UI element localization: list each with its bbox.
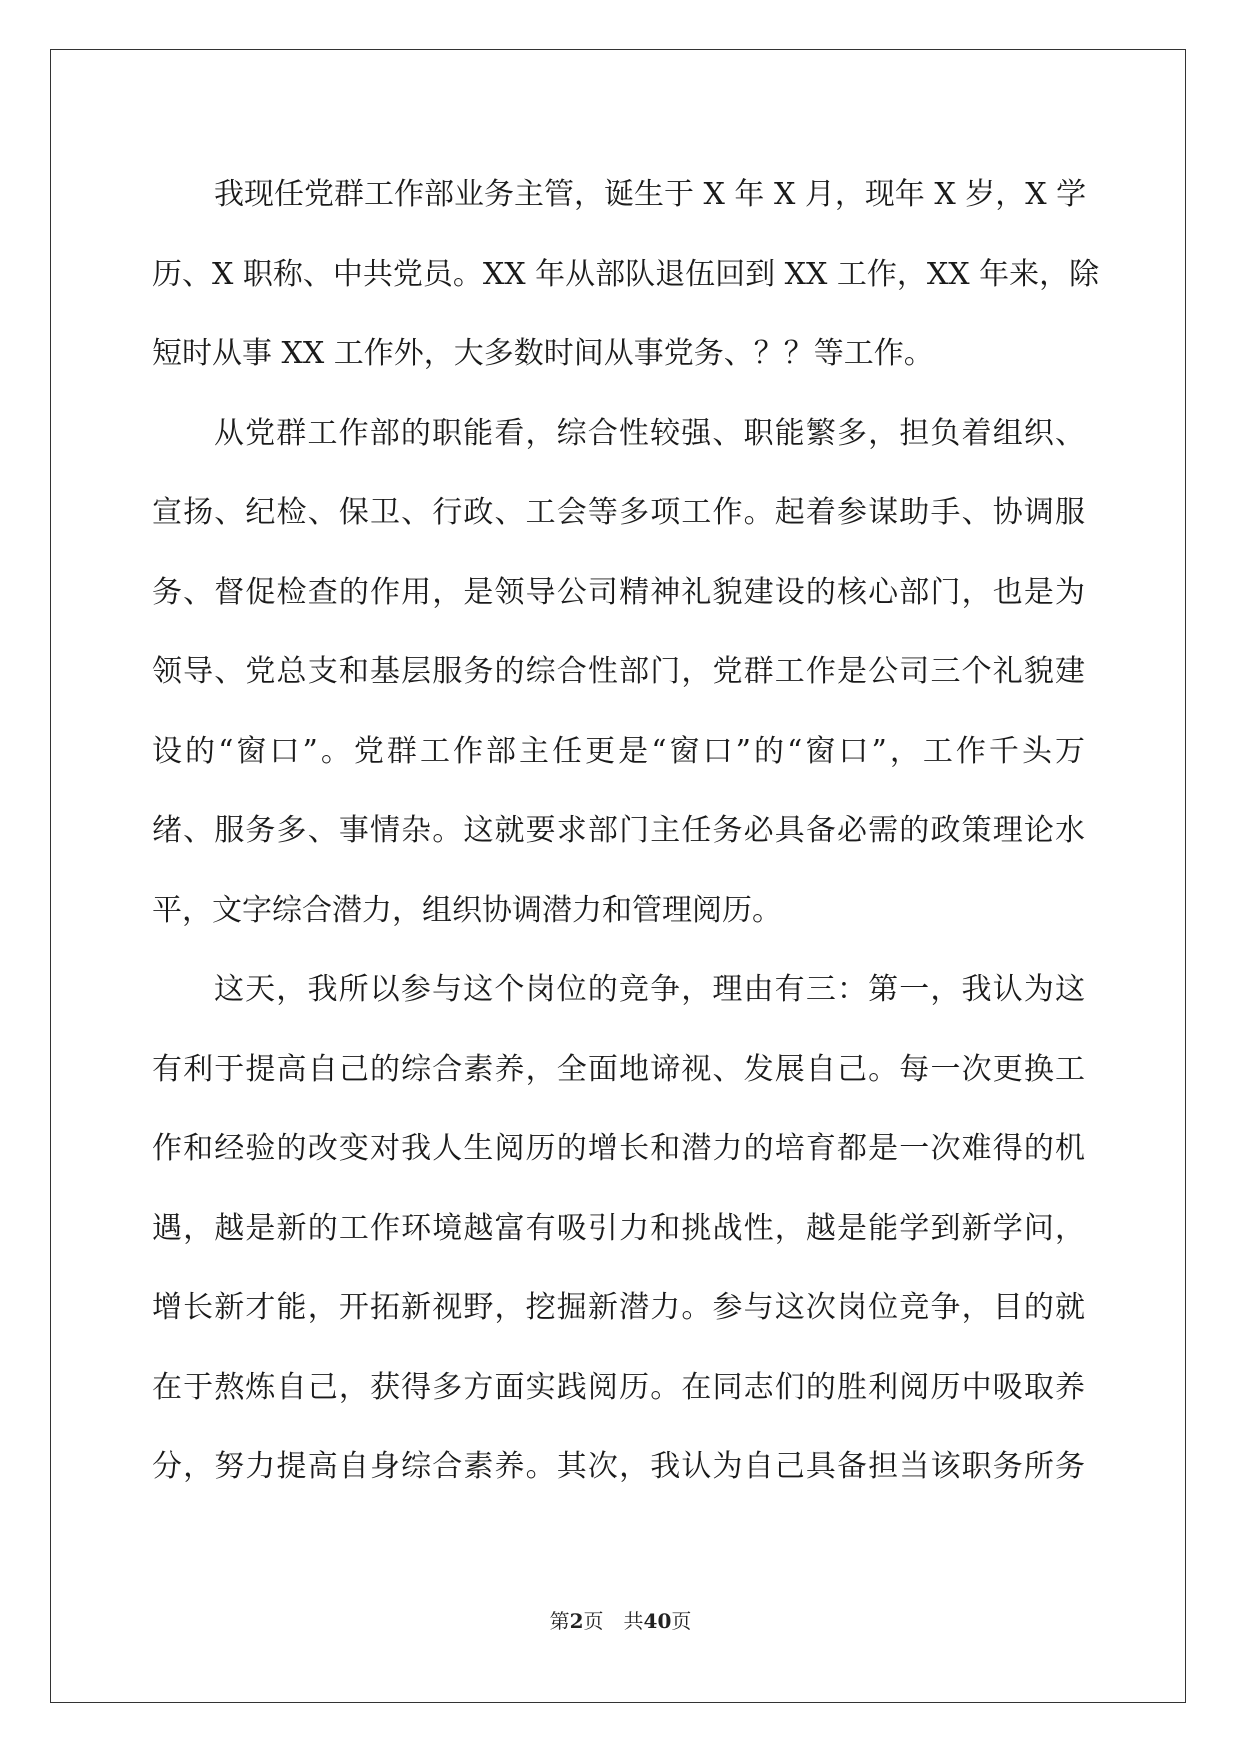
text-line: 宣扬、纪检、保卫、行政、工会等多项工作。起着参谋助手、协调服 [152,495,1085,530]
text-line: 遇，越是新的工作环境越富有吸引力和挑战性，越是能学到新学问， [152,1210,1085,1246]
text-line: 这天，我所以参与这个岗位的竞争，理由有三：第一，我认为这 [214,972,1085,1007]
total-suffix: 页 [671,1609,692,1633]
text-line: 在于熬炼自己，获得多方面实践阅历。在同志们的胜利阅历中吸取养 [152,1369,1085,1405]
text-line: 历、X 职称、中共党员。XX 年从部队退伍回到 XX 工作，XX 年来，除 [152,256,1100,292]
page-prefix: 第 [549,1609,570,1633]
text-line: 有利于提高自己的综合素养，全面地谛视、发展自己。每一次更换工 [152,1051,1085,1087]
text-line: 领导、党总支和基层服务的综合性部门，党群工作是公司三个礼貌建 [152,654,1085,689]
text-line: 分，努力提高自身综合素养。其次，我认为自己具备担当该职务所务 [152,1449,1085,1484]
text-line: 我现任党群工作部业务主管，诞生于 X 年 X 月，现年 X 岁，X 学 [214,177,1087,212]
document-body [152,155,1100,1507]
text-line: 绪、服务多、事情杂。这就要求部门主任务必具备必需的政策理论水 [152,813,1085,848]
text-line: 增长新才能，开拓新视野，挖掘新潜力。参与这次岗位竞争，目的就 [152,1290,1085,1325]
text-line: 从党群工作部的职能看，综合性较强、职能繁多，担负着组织、 [214,415,1085,451]
text-line: 作和经验的改变对我人生阅历的增长和潜力的培育都是一次难得的机 [152,1131,1085,1166]
text-line: 务、督促检查的作用，是领导公司精神礼貌建设的核心部门，也是为 [152,574,1085,610]
total-prefix: 共 [623,1609,644,1633]
total-pages: 40 [643,1609,672,1633]
page-suffix: 页 [583,1609,604,1633]
page-number: 2 [569,1609,584,1633]
page-footer [0,1605,1241,1634]
text-line: 短时从事 XX 工作外，大多数时间从事党务、？？等工作。 [152,336,934,371]
text-line: 平，文字综合潜力，组织协调潜力和管理阅历。 [152,892,782,928]
text-line: 设的“窗口”。党群工作部主任更是“窗口”的“窗口”，工作千头万 [152,733,1085,769]
